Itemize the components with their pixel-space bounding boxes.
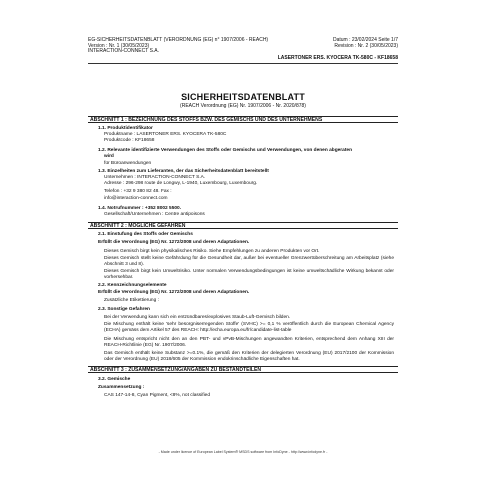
s3-2-title: 3.2. Gemische bbox=[98, 377, 131, 382]
s2-3-title: 2.3. Sonstige Gefahren bbox=[98, 307, 150, 312]
s1-3-company: Unternehmen : INTERACTION-CONNECT S.A. bbox=[104, 175, 206, 180]
header-divider bbox=[88, 63, 398, 64]
s1-3-title: 1.3. Einzelheiten zum Lieferanten, der das Sicherheitsdatenblatt bereitstellt bbox=[98, 169, 269, 174]
s1-3-phone: Telefon : +32 9 380 82 48. Fax : bbox=[104, 189, 172, 194]
s1-4-title: 1.4. Notrufnummer : +352 8002 5500. bbox=[98, 206, 182, 211]
section-1-heading: ABSCHNITT 1 : BEZEICHNUNG DES STOFFS BZW. DES GEMISCHS UND DES UNTERNEHMENS bbox=[88, 116, 398, 123]
s1-4-text: Gesellschaft/Unternehmen : Centre antipoisons bbox=[104, 212, 205, 217]
s1-3-email: info@interaction-connect.com bbox=[104, 196, 168, 201]
s2-3-text-3: Die Mischung entspricht nicht den an den PBT- und vPvB-Mischungen angewandten Kriterien, entsprechend dem Anhang XIII der REACH-Richtlinie (EG) Nr. 1907/2006. bbox=[104, 337, 394, 348]
s3-2-text: CAS 147-14-8, Cyan Pigment, <8%, not classified bbox=[104, 393, 210, 398]
s1-2-text: für Büroanwendungen bbox=[104, 161, 152, 166]
s2-2-title: 2.2. Kennzeichnungselemente bbox=[98, 283, 167, 288]
header-right bbox=[316, 38, 398, 49]
s1-2-title-b: wird bbox=[104, 154, 114, 159]
s1-1-product-code: Produktcode : KF18658 bbox=[104, 138, 155, 143]
header-revision: Revision : Nr. 2 (30/05/2023) bbox=[334, 42, 398, 49]
s2-3-text-4: Das Gemisch enthält keine Substanz >=0.1%, die gemäß den Kriterien der delegierten Verordnung (EU) 2017/2100 der Kommission oder der Verordnung (EU) 2018/605 der Kommission endokrinschädliche Eigenschaften hat. bbox=[104, 351, 394, 362]
header-date-page: Datum : 23/02/2024 Seite 1/7 bbox=[332, 37, 398, 43]
s2-1-title: 2.1. Einstufung des Stoffs oder Gemischs bbox=[98, 232, 193, 237]
document-subtitle: (REACH Verordnung (EG) Nr. 1907/2006 - Nr. 2020/878) bbox=[180, 103, 306, 109]
s2-1-sub: Erfüllt die Verordnung (EG) Nr. 1272/2008 und deren Adaptationen. bbox=[98, 240, 250, 245]
s1-2-title-a: 1.2. Relevante identifizierte Verwendungen des Stoffs oder Gemischs und Verwendungen, von denen abgeraten bbox=[98, 148, 353, 153]
header-left-line-1: EG-SICHERHEITSDATENBLATT (VERORDNUNG (EG) n° 1907/2006 - REACH) bbox=[88, 37, 269, 43]
s2-1-text-1: Dieses Gemisch birgt kein physikalisches Risiko. Siehe Empfehlungen zu anderen Produkten vor Ort. bbox=[104, 249, 320, 254]
document-title: SICHERHEITSDATENBLATT bbox=[181, 92, 305, 102]
s2-3-text-1: Bei der Verwendung kann sich ein entzündbares/explosives Staub-Luft-Gemisch bilden. bbox=[104, 315, 291, 320]
header-left bbox=[88, 38, 268, 55]
s2-3-text-2: Die Mischung enthält keine 'sehr besorgniserregenden Stoffe' (SVHC) >= 0,1 % veröffentlich durch die European Chemical Agency (ECHA) gemäss dem Artikel 57 des REACH: http://echa.europa.eu/fr/candidate-list-table bbox=[104, 322, 394, 333]
s2-1-text-2: Dieses Gemisch stellt keine Gefährdung für die Gesundheit dar, außer bei eventueller Grenzwertüberschreitung am Arbeitsplatz (siehe Abschnitt 3 und 8). bbox=[104, 256, 394, 267]
section-3-heading: ABSCHNITT 3 : ZUSAMMENSETZUNG/ANGABEN ZU BESTANDTEILEN bbox=[88, 366, 398, 373]
s1-1-title: 1.1. Produktidentifikator bbox=[98, 126, 153, 131]
header-left-line-2: Version : Nr. 1 (30/05/2023) bbox=[88, 42, 150, 49]
header-left-line-3: INTERACTION-CONNECT S.A. bbox=[88, 48, 160, 55]
s2-2-text: Zusätzliche Etikettierung : bbox=[104, 298, 159, 303]
s1-3-address: Adresse : 296-298 route de Longwy, L-1940, Luxembourg, Luxembourg. bbox=[104, 181, 258, 186]
section-2-heading: ABSCHNITT 2 : MÖGLICHE GEFAHREN bbox=[88, 222, 398, 229]
header-product: LASERTONER ERS. KYOCERA TK-580C - KF18658 bbox=[277, 55, 398, 61]
s2-2-sub: Erfüllt die Verordnung (EG) Nr. 1272/2008 und deren Adaptationen. bbox=[98, 290, 250, 295]
s1-1-product-name: Produktname : LASERTONER ERS. KYOCERA TK-580C bbox=[104, 132, 227, 137]
s3-2-sub: Zusammensetzung : bbox=[98, 385, 145, 390]
page-footer: - Made under licence of European Label System® MSDS software from InfoDyne - http://www.infodyne.fr - bbox=[158, 450, 328, 454]
s2-1-text-3: Dieses Gemisch birgt kein Umweltrisiko. Unter normalen Verwendungsbedingungen ist keine umweltschädliche Wirkung bekannt oder vorhersehbar. bbox=[104, 269, 394, 280]
